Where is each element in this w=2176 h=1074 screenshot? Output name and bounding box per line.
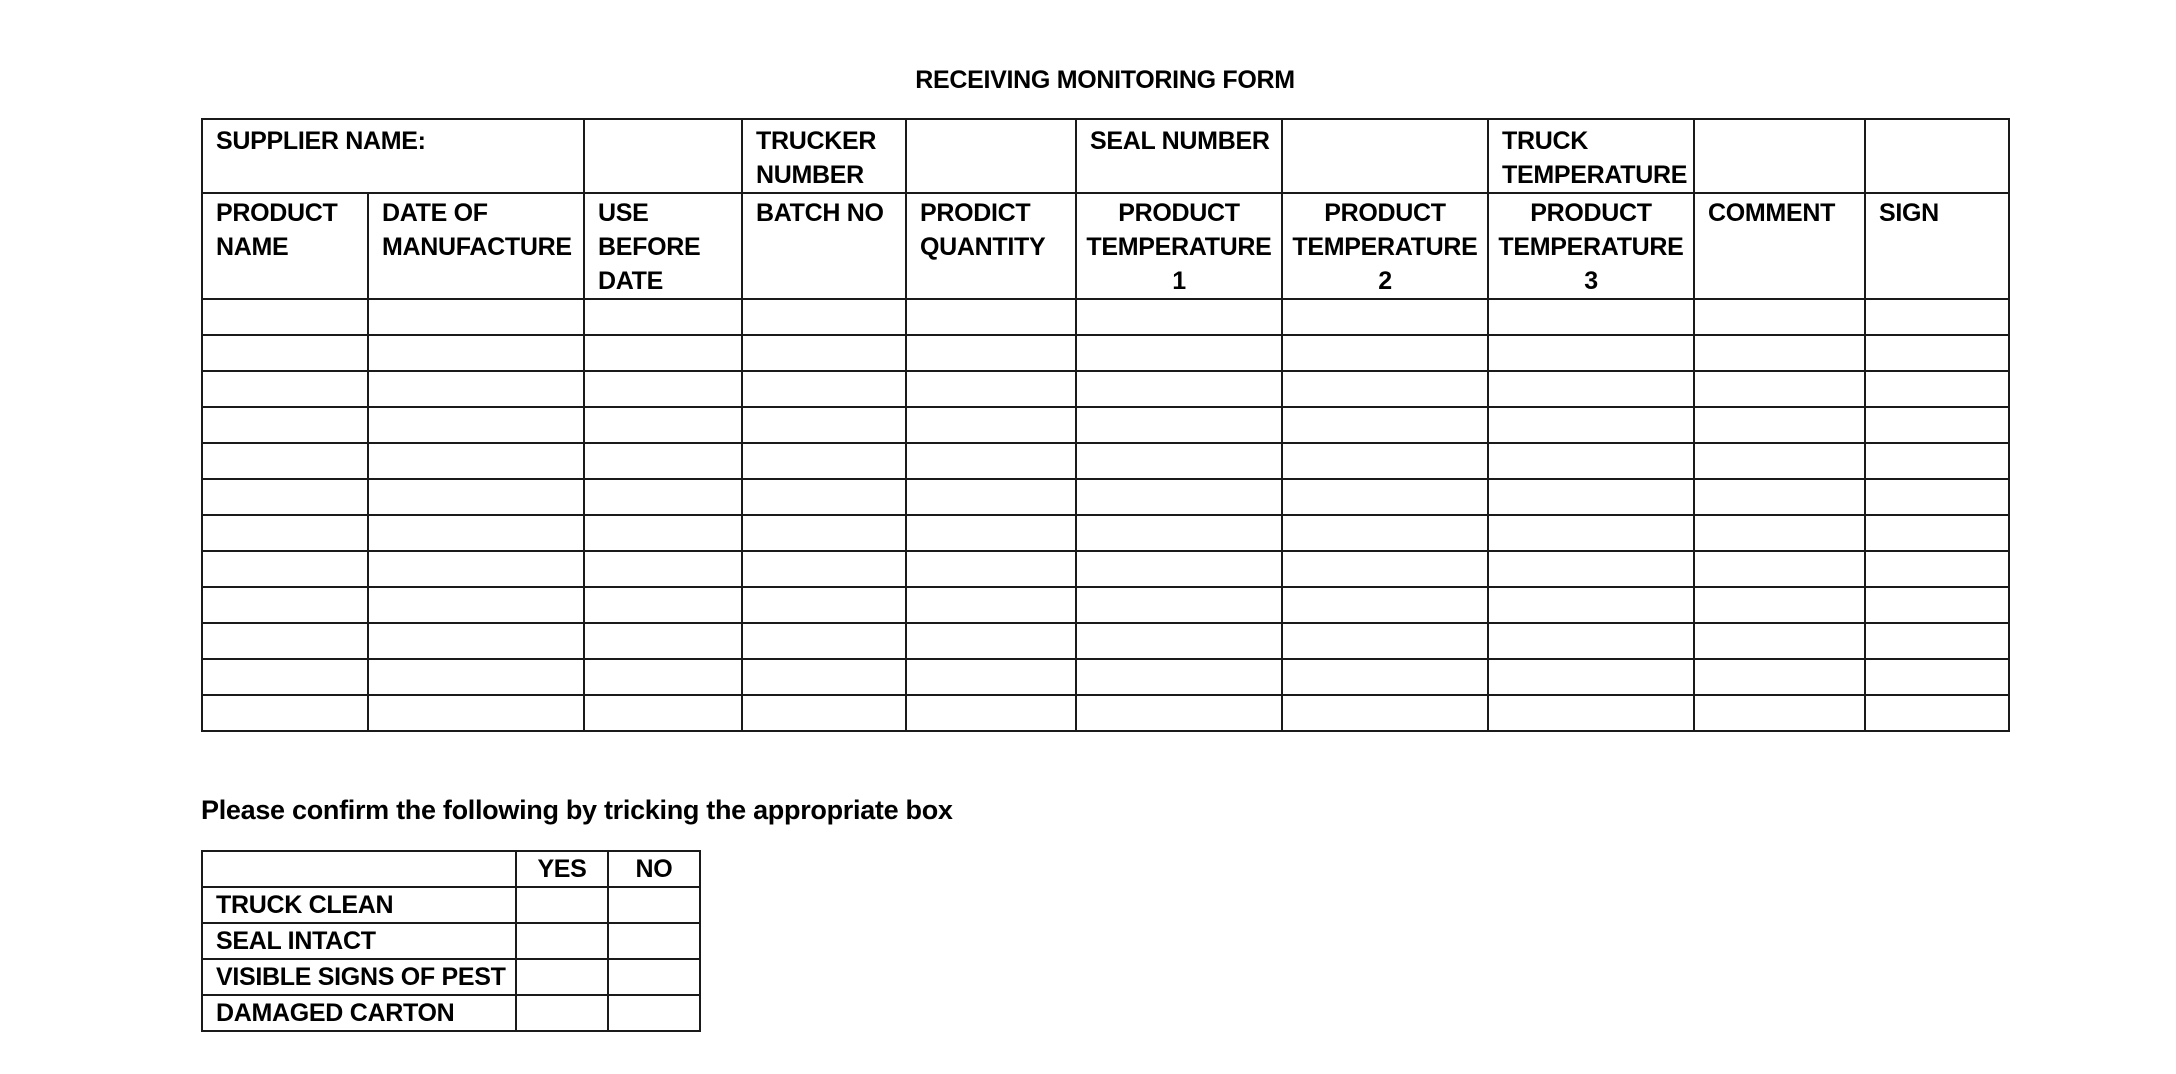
table-cell[interactable] [742, 515, 906, 551]
table-cell[interactable] [1694, 299, 1865, 335]
table-row [202, 299, 2009, 335]
table-cell[interactable] [906, 515, 1076, 551]
table-row [202, 623, 2009, 659]
table-row [202, 443, 2009, 479]
table-cell[interactable] [202, 371, 368, 407]
table-cell[interactable] [368, 443, 584, 479]
no-checkbox[interactable] [608, 959, 700, 995]
confirm-instruction: Please confirm the following by tricking the appropriate box [201, 795, 953, 825]
table-cell[interactable] [584, 407, 742, 443]
table-cell[interactable] [1865, 443, 2009, 479]
table-cell[interactable] [1694, 587, 1865, 623]
data-rows [202, 299, 2009, 731]
table-row [202, 335, 2009, 371]
table-cell[interactable] [1282, 695, 1488, 731]
table-cell[interactable] [906, 479, 1076, 515]
table-cell[interactable] [1076, 299, 1282, 335]
table-cell[interactable] [584, 479, 742, 515]
table-cell[interactable] [1488, 515, 1694, 551]
table-cell[interactable] [202, 659, 368, 695]
table-row [202, 551, 2009, 587]
table-cell[interactable] [1076, 479, 1282, 515]
table-cell[interactable] [1076, 335, 1282, 371]
table-cell[interactable] [1076, 443, 1282, 479]
table-cell[interactable] [1076, 659, 1282, 695]
supplier-name-label: SUPPLIER NAME: [202, 119, 584, 193]
table-cell[interactable] [1488, 623, 1694, 659]
table-cell[interactable] [1488, 443, 1694, 479]
table-cell[interactable] [742, 407, 906, 443]
trucker-number-label: TRUCKER NUMBER [742, 119, 906, 193]
table-cell[interactable] [906, 587, 1076, 623]
table-cell[interactable] [202, 515, 368, 551]
header-empty-cell[interactable] [1865, 119, 2009, 193]
checklist-item-label: DAMAGED CARTON [202, 995, 516, 1031]
table-row [202, 695, 2009, 731]
table-cell[interactable] [1282, 443, 1488, 479]
table-cell[interactable] [1076, 695, 1282, 731]
table-cell[interactable] [1488, 551, 1694, 587]
table-cell[interactable] [1282, 407, 1488, 443]
col-header-sign: SIGN [1865, 193, 2009, 299]
col-header-product-temperature-1: PRODUCT TEMPERATURE 1 [1076, 193, 1282, 299]
table-cell[interactable] [1694, 443, 1865, 479]
table-cell[interactable] [1076, 587, 1282, 623]
no-checkbox[interactable] [608, 887, 700, 923]
yes-checkbox[interactable] [516, 887, 608, 923]
checklist-header-empty [202, 851, 516, 887]
header-row-1 [202, 119, 2009, 193]
table-cell[interactable] [1694, 407, 1865, 443]
table-cell[interactable] [202, 623, 368, 659]
table-cell[interactable] [1282, 335, 1488, 371]
no-checkbox[interactable] [608, 923, 700, 959]
trucker-number-field[interactable] [906, 119, 1076, 193]
table-cell[interactable] [584, 587, 742, 623]
table-cell[interactable] [202, 443, 368, 479]
table-cell[interactable] [368, 587, 584, 623]
checklist-item-label: TRUCK CLEAN [202, 887, 516, 923]
table-cell[interactable] [584, 443, 742, 479]
table-cell[interactable] [584, 515, 742, 551]
table-cell[interactable] [1865, 371, 2009, 407]
checklist-row-damaged-carton [202, 995, 700, 1031]
table-cell[interactable] [1694, 515, 1865, 551]
table-cell[interactable] [202, 479, 368, 515]
table-cell[interactable] [1865, 551, 2009, 587]
yes-checkbox[interactable] [516, 923, 608, 959]
table-cell[interactable] [906, 623, 1076, 659]
no-checkbox[interactable] [608, 995, 700, 1031]
col-header-product-quantity: PRODICT QUANTITY [906, 193, 1076, 299]
yes-checkbox[interactable] [516, 995, 608, 1031]
table-cell[interactable] [1076, 623, 1282, 659]
table-cell[interactable] [202, 551, 368, 587]
table-cell[interactable] [1865, 695, 2009, 731]
checklist-row-visible-signs-of-pest [202, 959, 700, 995]
table-cell[interactable] [368, 371, 584, 407]
seal-number-field[interactable] [1282, 119, 1488, 193]
table-cell[interactable] [906, 659, 1076, 695]
table-cell[interactable] [1694, 479, 1865, 515]
table-cell[interactable] [906, 443, 1076, 479]
table-cell[interactable] [368, 407, 584, 443]
table-cell[interactable] [906, 299, 1076, 335]
table-cell[interactable] [1076, 551, 1282, 587]
table-cell[interactable] [742, 551, 906, 587]
table-cell[interactable] [1694, 335, 1865, 371]
table-cell[interactable] [742, 695, 906, 731]
table-cell[interactable] [1282, 659, 1488, 695]
table-cell[interactable] [202, 335, 368, 371]
table-cell[interactable] [1694, 659, 1865, 695]
table-cell[interactable] [1488, 659, 1694, 695]
table-cell[interactable] [368, 479, 584, 515]
confirm-checklist [201, 850, 701, 1032]
table-cell[interactable] [1282, 371, 1488, 407]
truck-temperature-field[interactable] [1694, 119, 1865, 193]
table-cell[interactable] [368, 335, 584, 371]
table-cell[interactable] [1694, 695, 1865, 731]
supplier-name-field[interactable] [584, 119, 742, 193]
table-cell[interactable] [584, 299, 742, 335]
table-cell[interactable] [742, 587, 906, 623]
checklist-row-truck-clean [202, 887, 700, 923]
table-cell[interactable] [1865, 479, 2009, 515]
table-cell[interactable] [1488, 479, 1694, 515]
col-header-date-of-manufacture: DATE OF MANUFACTURE [368, 193, 584, 299]
table-cell[interactable] [368, 695, 584, 731]
table-cell[interactable] [1694, 623, 1865, 659]
table-cell[interactable] [742, 479, 906, 515]
checklist-item-label: VISIBLE SIGNS OF PEST [202, 959, 516, 995]
table-row [202, 659, 2009, 695]
table-cell[interactable] [1282, 623, 1488, 659]
table-cell[interactable] [368, 659, 584, 695]
table-cell[interactable] [584, 335, 742, 371]
checklist-header-row [202, 851, 700, 887]
table-cell[interactable] [1076, 371, 1282, 407]
table-cell[interactable] [906, 407, 1076, 443]
table-cell[interactable] [368, 515, 584, 551]
table-cell[interactable] [1865, 299, 2009, 335]
yes-header: YES [516, 851, 608, 887]
table-cell[interactable] [1865, 515, 2009, 551]
seal-number-label: SEAL NUMBER [1076, 119, 1282, 193]
table-cell[interactable] [202, 587, 368, 623]
table-cell[interactable] [584, 659, 742, 695]
table-cell[interactable] [906, 551, 1076, 587]
table-cell[interactable] [368, 551, 584, 587]
table-cell[interactable] [742, 443, 906, 479]
yes-checkbox[interactable] [516, 959, 608, 995]
table-cell[interactable] [1865, 623, 2009, 659]
table-cell[interactable] [1488, 335, 1694, 371]
table-cell[interactable] [742, 371, 906, 407]
table-cell[interactable] [1865, 587, 2009, 623]
table-cell[interactable] [202, 407, 368, 443]
table-cell[interactable] [1694, 371, 1865, 407]
table-row [202, 371, 2009, 407]
table-cell[interactable] [742, 623, 906, 659]
table-cell[interactable] [368, 299, 584, 335]
col-header-batch-no: BATCH NO [742, 193, 906, 299]
table-cell[interactable] [1076, 515, 1282, 551]
table-cell[interactable] [584, 371, 742, 407]
table-cell[interactable] [368, 623, 584, 659]
table-cell[interactable] [1282, 551, 1488, 587]
table-cell[interactable] [584, 695, 742, 731]
checklist-item-label: SEAL INTACT [202, 923, 516, 959]
col-header-use-before-date: USE BEFORE DATE [584, 193, 742, 299]
col-header-product-temperature-2: PRODUCT TEMPERATURE 2 [1282, 193, 1488, 299]
table-cell[interactable] [1488, 695, 1694, 731]
table-cell[interactable] [906, 335, 1076, 371]
table-row [202, 407, 2009, 443]
table-cell[interactable] [1865, 335, 2009, 371]
table-cell[interactable] [742, 659, 906, 695]
checklist-row-seal-intact [202, 923, 700, 959]
table-row [202, 587, 2009, 623]
table-cell[interactable] [1282, 515, 1488, 551]
table-cell[interactable] [1865, 659, 2009, 695]
table-row [202, 479, 2009, 515]
table-cell[interactable] [1076, 407, 1282, 443]
table-cell[interactable] [1865, 407, 2009, 443]
table-cell[interactable] [1488, 407, 1694, 443]
table-cell[interactable] [742, 335, 906, 371]
table-cell[interactable] [1282, 299, 1488, 335]
truck-temperature-label: TRUCK TEMPERATURE [1488, 119, 1694, 193]
header-row-2 [202, 193, 2009, 299]
table-cell[interactable] [1488, 299, 1694, 335]
table-cell[interactable] [1282, 479, 1488, 515]
receiving-table [201, 118, 2010, 732]
col-header-product-temperature-3: PRODUCT TEMPERATURE 3 [1488, 193, 1694, 299]
table-cell[interactable] [1694, 551, 1865, 587]
col-header-product-name: PRODUCT NAME [202, 193, 368, 299]
table-cell[interactable] [906, 371, 1076, 407]
table-cell[interactable] [202, 695, 368, 731]
form-title: RECEIVING MONITORING FORM [915, 66, 1295, 94]
table-cell[interactable] [742, 299, 906, 335]
table-cell[interactable] [1282, 587, 1488, 623]
no-header: NO [608, 851, 700, 887]
table-cell[interactable] [1488, 587, 1694, 623]
table-cell[interactable] [584, 551, 742, 587]
table-row [202, 515, 2009, 551]
col-header-comment: COMMENT [1694, 193, 1865, 299]
table-cell[interactable] [584, 623, 742, 659]
table-cell[interactable] [906, 695, 1076, 731]
table-cell[interactable] [1488, 371, 1694, 407]
table-cell[interactable] [202, 299, 368, 335]
